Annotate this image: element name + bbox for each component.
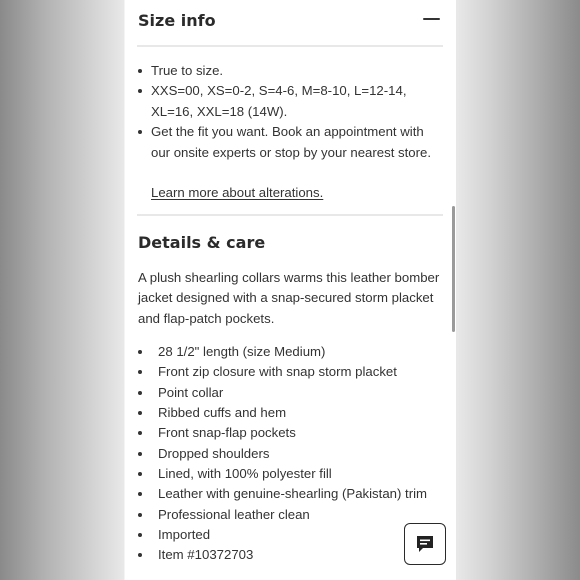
scrollbar[interactable]	[452, 206, 455, 332]
detail-item: Professional leather clean	[138, 505, 443, 525]
bullet-icon	[138, 533, 142, 537]
detail-item: 28 1/2" length (size Medium)	[138, 342, 443, 362]
detail-item: Lined, with 100% polyester fill	[138, 464, 443, 484]
divider	[137, 45, 443, 47]
chat-icon	[415, 534, 435, 554]
bullet-icon	[138, 492, 142, 496]
bullet-icon	[138, 130, 142, 134]
bullet-icon	[138, 391, 142, 395]
size-info-item: True to size.	[138, 61, 438, 81]
chat-button[interactable]	[404, 523, 446, 565]
details-care-heading[interactable]: Details & care	[138, 233, 266, 252]
bullet-icon	[138, 553, 142, 557]
size-info-item: XXS=00, XS=0-2, S=4-6, M=8-10, L=12-14, XL=16, XXL=18 (14W).	[138, 81, 438, 122]
minus-icon[interactable]	[423, 18, 440, 20]
bullet-icon	[138, 69, 142, 73]
bullet-icon	[138, 431, 142, 435]
detail-item: Imported	[138, 525, 443, 545]
product-description: A plush shearling collars warms this leather bomber jacket designed with a snap-secured storm placket and flap-patch pockets.	[138, 270, 440, 326]
bullet-icon	[138, 411, 142, 415]
product-info-panel	[125, 0, 456, 580]
detail-item: Point collar	[138, 383, 443, 403]
divider	[137, 214, 443, 216]
bullet-icon	[138, 370, 142, 374]
bullet-icon	[138, 513, 142, 517]
bullet-icon	[138, 350, 142, 354]
bullet-icon	[138, 89, 142, 93]
detail-item: Item #10372703	[138, 545, 443, 565]
detail-item: Leather with genuine-shearling (Pakistan) trim	[138, 484, 443, 504]
bullet-icon	[138, 472, 142, 476]
detail-item: Front zip closure with snap storm placket	[138, 362, 443, 382]
detail-item: Dropped shoulders	[138, 444, 443, 464]
detail-item: Front snap-flap pockets	[138, 423, 443, 443]
size-info-item: Get the fit you want. Book an appointment with our onsite experts or stop by your nearest store.	[138, 122, 438, 163]
bullet-icon	[138, 452, 142, 456]
detail-item: Ribbed cuffs and hem	[138, 403, 443, 423]
details-list	[138, 342, 443, 566]
alterations-link[interactable]: Learn more about alterations.	[151, 185, 324, 200]
size-info-list	[138, 61, 438, 163]
size-info-heading[interactable]: Size info	[138, 11, 216, 30]
